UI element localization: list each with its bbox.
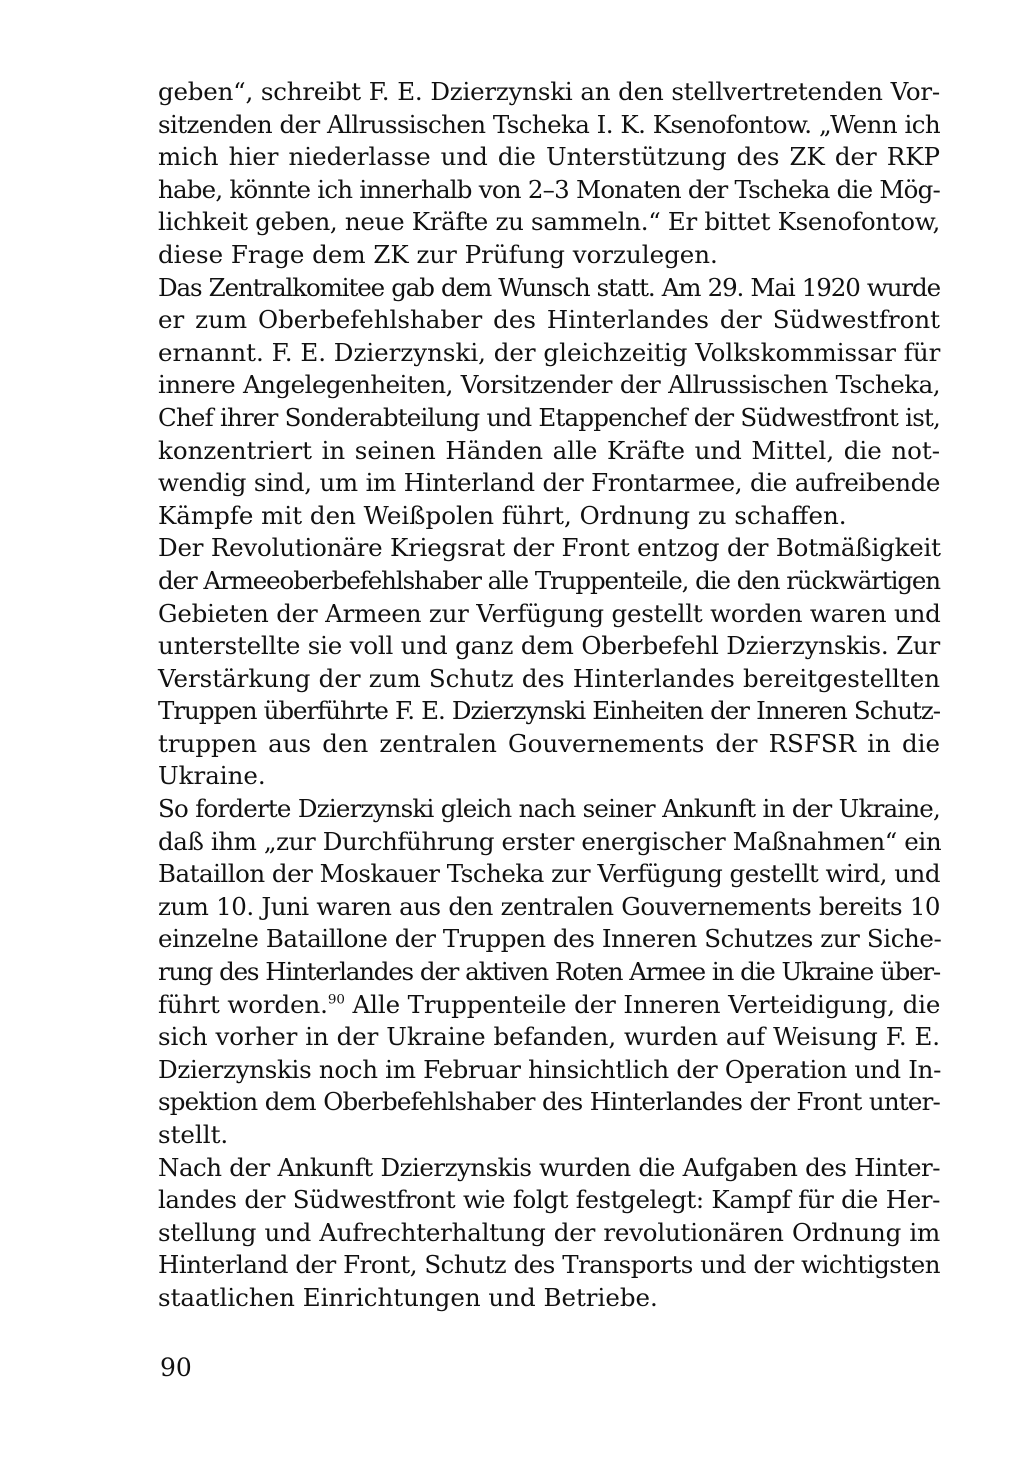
- text-line: mich hier niederlasse und die Unterstützung des ZK der RKP: [158, 142, 940, 172]
- text-line: spektion dem Oberbefehlshaber des Hinterlandes der Front unter-: [158, 1087, 940, 1117]
- text-fragment: Alle Truppenteile der Inneren Verteidigung, die: [344, 989, 941, 1019]
- text-line: So forderte Dzierzynski gleich nach seiner Ankunft in der Ukraine,: [158, 794, 940, 824]
- text-line: konzentriert in seinen Händen alle Kräfte und Mittel, die not-: [158, 435, 940, 465]
- text-line: truppen aus den zentralen Gouvernements der RSFSR in die: [158, 728, 940, 758]
- text-line: stellung und Aufrechterhaltung der revolutionären Ordnung im: [158, 1217, 940, 1247]
- text-line: stellt.: [158, 1120, 229, 1149]
- text-line: Das Zentralkomitee gab dem Wunsch statt. Am 29. Mai 1920 wurde: [158, 272, 940, 302]
- paragraph-1: [158, 76, 940, 272]
- footnote-marker[interactable]: 90: [327, 991, 345, 1008]
- text-line: er zum Oberbefehlshaber des Hinterlandes der Südwestfront: [158, 305, 940, 335]
- text-line: habe, könnte ich innerhalb von 2–3 Monaten der Tscheka die Mög-: [158, 174, 940, 204]
- text-line: Truppen überführte F. E. Dzierzynski Einheiten der Inneren Schutz-: [158, 696, 940, 726]
- paragraph-2: [158, 272, 940, 533]
- paragraph-4: [158, 793, 940, 1152]
- text-line: Kämpfe mit den Weißpolen führt, Ordnung zu schaffen.: [158, 500, 847, 530]
- text-line: staatlichen Einrichtungen und Betriebe.: [158, 1282, 658, 1312]
- paragraph-5: [158, 1152, 940, 1315]
- page-number: 90: [160, 1353, 192, 1382]
- text-line: sitzenden der Allrussischen Tscheka I. K. Ksenofontow. „Wenn ich: [158, 109, 940, 139]
- text-line: landes der Südwestfront wie folgt festgelegt: Kampf für die Her-: [158, 1185, 940, 1215]
- text-line: innere Angelegenheiten, Vorsitzender der Allrussischen Tscheka,: [158, 370, 940, 400]
- text-line: unterstellte sie voll und ganz dem Oberbefehl Dzierzynskis. Zur: [158, 631, 940, 661]
- body-text: [158, 76, 940, 1315]
- text-line: lichkeit geben, neue Kräfte zu sammeln.“ Er bittet Ksenofontow,: [158, 207, 940, 237]
- text-line: Der Revolutionäre Kriegsrat der Front entzog der Botmäßigkeit: [158, 533, 941, 563]
- text-line: ernannt. F. E. Dzierzynski, der gleichzeitig Volkskommissar für: [158, 337, 941, 367]
- text-line: Chef ihrer Sonderabteilung und Etappenchef der Südwestfront ist,: [158, 402, 940, 432]
- text-line-with-footnote: [158, 989, 940, 1022]
- text-line: zum 10. Juni waren aus den zentralen Gouvernements bereits 10: [158, 891, 940, 921]
- text-line: der Armeeoberbefehlshaber alle Truppenteile, die den rückwärtigen: [158, 565, 940, 595]
- text-line: Dzierzynskis noch im Februar hinsichtlich der Operation und In-: [158, 1054, 942, 1084]
- text-line: einzelne Bataillone der Truppen des Inneren Schutzes zur Siche-: [158, 924, 942, 954]
- text-line: wendig sind, um im Hinterland der Frontarmee, die aufreibende: [158, 468, 940, 498]
- paragraph-3: [158, 532, 940, 793]
- text-line: Gebieten der Armeen zur Verfügung gestellt worden waren und: [158, 598, 941, 628]
- text-line: Hinterland der Front, Schutz des Transports und der wichtigsten: [158, 1250, 940, 1280]
- text-line: diese Frage dem ZK zur Prüfung vorzulegen.: [158, 239, 718, 269]
- text-fragment: führt worden.: [158, 989, 328, 1019]
- text-line: daß ihm „zur Durchführung erster energischer Maßnahmen“ ein: [158, 826, 942, 856]
- text-line: Verstärkung der zum Schutz des Hinterlandes bereitgestellten: [158, 663, 940, 693]
- text-line: Bataillon der Moskauer Tscheka zur Verfügung gestellt wird, und: [158, 859, 940, 889]
- text-line: rung des Hinterlandes der aktiven Roten Armee in die Ukraine über-: [158, 957, 940, 987]
- text-line: Nach der Ankunft Dzierzynskis wurden die Aufgaben des Hinter-: [158, 1152, 940, 1182]
- text-line: geben“, schreibt F. E. Dzierzynski an den stellvertretenden Vor-: [158, 77, 940, 106]
- text-line: sich vorher in der Ukraine befanden, wurden auf Weisung F. E.: [158, 1022, 940, 1052]
- text-line: Ukraine.: [158, 761, 266, 791]
